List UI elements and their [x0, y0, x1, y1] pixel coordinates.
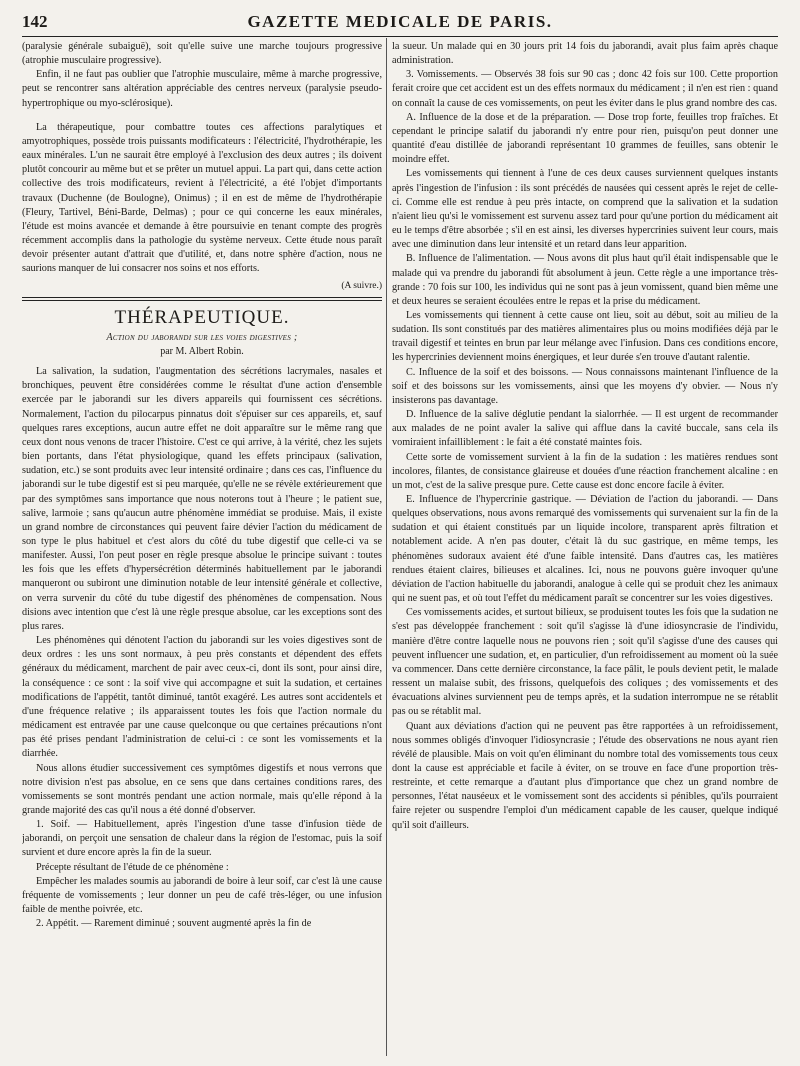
- journal-title: GAZETTE MEDICALE DE PARIS.: [247, 12, 553, 31]
- subsection-paragraph: C. Influence de la soif et des boissons. — Nous connaissons maintenant l'influence de la soif et des boissons sur les vomissements, ainsi que les moyens d'y obvier. — Nous n'y insisterons pas davantage.: [392, 366, 778, 406]
- paragraph: Enfin, il ne faut pas oublier que l'atrophie musculaire, même à marche progressive, peut se rencontrer sans altération appréciable des centres nerveux (paralysie pseudo-hypertrophique ou myo-sclérosique).: [22, 69, 382, 109]
- paragraph: (paralysie générale subaiguë), soit qu'elle suive une marche toujours progressive (atrophie musculaire progressive).: [22, 41, 382, 67]
- paragraph: Les vomissements qui tiennent à l'une de ces deux causes surviennent quelques instants après l'ingestion de l'infusion : ils sont précédés de nausées qui cessent après le rejet de celle-ci. Comme elle est rendue à peu près intacte, on comprend que la salivation et la sudation n'aient lieu qu'si le vomissement est survenu assez tard pour qu'une portion du médicament ait eu le temps d'être absorbée ; s'il en est ainsi, les diverses hypercrinies suivent leur cours, mais avec une diminution dans leur intensité et un retard dans leur apparition.: [392, 168, 778, 251]
- page-number: 142: [22, 12, 48, 31]
- right-column: [392, 40, 778, 1058]
- subsection-paragraph: B. Influence de l'alimentation. — Nous avons dit plus haut qu'il était indispensable que le malade qui va prendre du jaborandi fût absolument à jeun. Cette règle a une importance très-grande : 70 fois sur 100, les individus qui ne sont pas à jeun vomissent, quand bien même une et deux heures se seraient écoulées entre le repas et la prise du médicament.: [392, 253, 778, 307]
- subsection-paragraph: A. Influence de la dose et de la préparation. — Dose trop forte, feuilles trop fraîches. Et cependant le principe salatif du jaborandi n'y entre pour rien, puisqu'on peut donner une quantité d'eau distillée de jaborandi représentant 10 grammes de feuilles, sans obtenir le moindre effet.: [392, 111, 778, 166]
- paragraph: Empêcher les malades soumis au jaborandi de boire à leur soif, car c'est là une cause fréquente de vomissements ; leur donner un peu de café très-léger, ou une infusion faible de menthe poivrée, etc.: [22, 875, 382, 916]
- paragraph: Cette sorte de vomissement survient à la fin de la sudation : les matières rendues sont incolores, filantes, de consistance glaireuse et douées d'une réaction franchement alcaline : en un mot, c'est de la salive presque pure. Cette cause est donc encore facile à éviter.: [392, 451, 778, 491]
- paragraph: Les vomissements qui tiennent à cette cause ont lieu, soit au début, soit au milieu de la sudation. Ils sont constitués par des matières alimentaires plus ou moins modifiées déjà par le travail digestif et teintes en brun par leur mélange avec l'infusion. Dans ces conditions encore, les hypercrinies deviennent moins énergiques, et leur durée s'en trouve d'autant ralentie.: [392, 309, 778, 364]
- paragraph: Les phénomènes qui dénotent l'action du jaborandi sur les voies digestives sont de deux ordres : les uns sont normaux, à peu près constants et dépendent des effets généraux du médicament, marchent de pair avec ceux-ci, dont ils sont, pour ainsi dire, la conséquence : ce sont : la soif vive qui accompagne et suit la sudation, et certaines modifications de l'appétit, tantôt diminué, tantôt exagéré. Les autres sont accidentels et d'une fréquence relative ; ils apparaissent toutes les fois que l'action normale du médicament est entravée par une cause quelconque ou que certaines précautions n'ont pas été prises pendant l'administration de celui-ci : ce sont les vomissements et la diarrhée.: [22, 635, 382, 760]
- paragraph: Ces vomissements acides, et surtout bilieux, se produisent toutes les fois que la sudation ne s'est pas développée franchement : soit qu'il s'agisse là d'une idiosyncrasie de l'individu, manière d'être contre laquelle nous ne pouvons rien ; soit qu'il s'agisse d'une des causes qui peuvent influencer une sudation, et, en particulier, d'un refroidissement au moment où la suée va commencer. Dans cette dernière circonstance, la face pâlit, le pouls devient petit, le malade ressent un malaise subit, des frissons, quelquefois des coliques ; des vomissements et des évacuations alvines surviennent peu de temps après, et la sudation interrompue ne se rétablit pas ou se rétablit mal.: [392, 607, 778, 718]
- article-title: Action du jaborandi sur les voies digestives ;: [106, 331, 298, 343]
- paragraph: 2. Appétit. — Rarement diminué ; souvent augmenté après la fin de: [36, 918, 312, 930]
- header-rule: [22, 36, 778, 37]
- section-rule: [22, 297, 382, 301]
- subsection-paragraph: D. Influence de la salive déglutie pendant la sialorrhée. — Il est urgent de recommander aux malades de ne point avaler la salive qui afflue dans la cavité buccale, sans cela ils vomiraient infailliblement : le fait a été constaté maintes fois.: [392, 409, 778, 449]
- paragraph: Quant aux déviations d'action qui ne peuvent pas être rapportées à un refroidissement, nous sommes obligés d'invoquer l'idiosyncrasie ; l'étude des observations ne nous ayant rien révélé de plausible. Mais on voit qu'en éliminant du nombre total des vomissements tous ceux dont la cause est appréciable et facile à éviter, on se trouve en face d'une proportion très-restreinte, et cette remarque a d'autant plus d'importance que chez un grand nombre de personnes, l'état nauséeux et le vomissement sont des accidents si pénibles, qu'ils pourraient faire rejeter ou suspendre l'emploi d'un médicament capable de les causer, quelque indiqué qu'il soit d'ailleurs.: [392, 720, 778, 831]
- paragraph: Précepte résultant de l'étude de ce phénomène :: [36, 861, 229, 873]
- continuation-note: (A suivre.): [341, 280, 382, 291]
- subsection-paragraph: E. Influence de l'hypercrinie gastrique. — Déviation de l'action du jaborandi. — Dans quelques observations, nous avons remarqué des vomissements qui survenaient sur la fin de la sudation et qui étaient constitués par un liquide incolore, transparent après filtration et notablement acide. A n'en pas douter, c'était là du suc gastrique, en même temps, les phénomènes sudoraux avaient été d'une faible intensité. Dans d'autres cas, les matières rendues étaient claires, bilieuses et alcalines. Ici, nous ne pouvons guère invoquer qu'une déviation de l'action habituelle du jaborandi, analogue à celle qui se produit chez les animaux qui ne suent pas, et où tout l'effet du médicament paraît se concentrer sur les voies digestives.: [392, 494, 778, 605]
- left-column: [22, 40, 382, 1058]
- paragraph: 3. Vomissements. — Observés 38 fois sur 90 cas ; donc 42 fois sur 100. Cette proportion ferait croire que cet accident est un des effets normaux du médicament ; il n'en est rien : quand on connaît la cause de ces vomissements, on peut les éviter dans le plus grand nombre des cas.: [392, 69, 778, 109]
- paragraph: La thérapeutique, pour combattre toutes ces affections paralytiques et amyotrophiques, possède trois puissants modificateurs : l'électricité, l'hydrothérapie, les eaux minérales. L'un ne saurait être employé à l'exclusion des deux autres ; ils doivent plutôt concourir au même but et se prêter un mutuel appui. La part qui, dans cette action collective des trois modificateurs, revient à l'électricité, a été l'objet d'importants travaux (Duchenne (de Boulogne), Onimus) ; il en est de même de l'hydrothérapie (Fleury, Tartivel, Béni-Barde, Delmas) ; pour ce qui concerne les eaux minérales, l'étude est moins avancée et demande à être poursuivie en tenant compte des progrès récemment accomplis dans la pathologie du système nerveux. Cette étude nous paraît devoir présenter autant d'attrait que d'utilité, et, dans notre sphère d'action, nous ne saurions manquer de lui consacrer nos soins et nos efforts.: [22, 121, 382, 275]
- column-divider: [386, 38, 387, 1056]
- paragraph: 1. Soif. — Habituellement, après l'ingestion d'une tasse d'infusion tiède de jaborandi, on perçoit une sensation de chaleur dans la région de l'estomac, puis la soif survient et dure encore après la fin de la sueur.: [22, 819, 382, 859]
- section-title: THÉRAPEUTIQUE.: [114, 306, 290, 328]
- paragraph: Nous allons étudier successivement ces symptômes digestifs et nous verrons que notre division n'est pas absolue, en ce sens que dans certaines conditions rares, des vomissements se sont montrés pendant une action normale, mais qu'elle répond à la grande majorité des cas qu'il nous a été donné d'observer.: [22, 762, 382, 816]
- article-author: par M. Albert Robin.: [160, 345, 244, 357]
- page-header: [22, 6, 778, 36]
- paragraph: La salivation, la sudation, l'augmentation des sécrétions lacrymales, nasales et bronchiques, peuvent être considérées comme le résultat d'une action d'ensemble exercée par le jaborandi sur les divers appareils qui fournissent ces sécrétions. Normalement, l'action du pilocarpus pinnatus doit s'épuiser sur ces appareils, et, sauf quelques rares exceptions, aucun autre effet ne doit apparaître sur le même rang que ceux dont nous venons de tracer l'histoire. C'est ce qui arrive, à la vérité, chez les sujets bien portants, dans l'état physiologique, quand les effets principaux (salivation, sudation, etc.) se sont produits avec leur intensité ordinaire ; dans ces cas, l'influence du jaborandi sur le tube digestif est si peu marquée, qu'elle ne se révèle extérieurement que par des symptômes sans importance que nous noterons tout à l'heure ; le patient sue, salive, larmoie ; sans qu'aucun autre phénomène immédiat se produise. Mais, il existe un grand nombre de circonstances qui peuvent faire dévier l'action du médicament de son type le plus habituel et c'est alors du côté du tube digestif que celle-ci va se manifester. Aussi, l'on peut poser en règle presque absolue le principe suivant : toutes les fois que les effets d'hypersécrétion déterminés habituellement par le jaborandi manqueront ou subiront une diminution notable de leur intensité générale et collective, on verra survenir du côté du tube digestif des phénomènes de compensation. Nous disions avec intention que c'est là une règle presque absolue, car les exceptions sont des plus rares.: [22, 366, 382, 632]
- paragraph: la sueur. Un malade qui en 30 jours prit 14 fois du jaborandi, avait plus faim après chaque administration.: [392, 41, 778, 67]
